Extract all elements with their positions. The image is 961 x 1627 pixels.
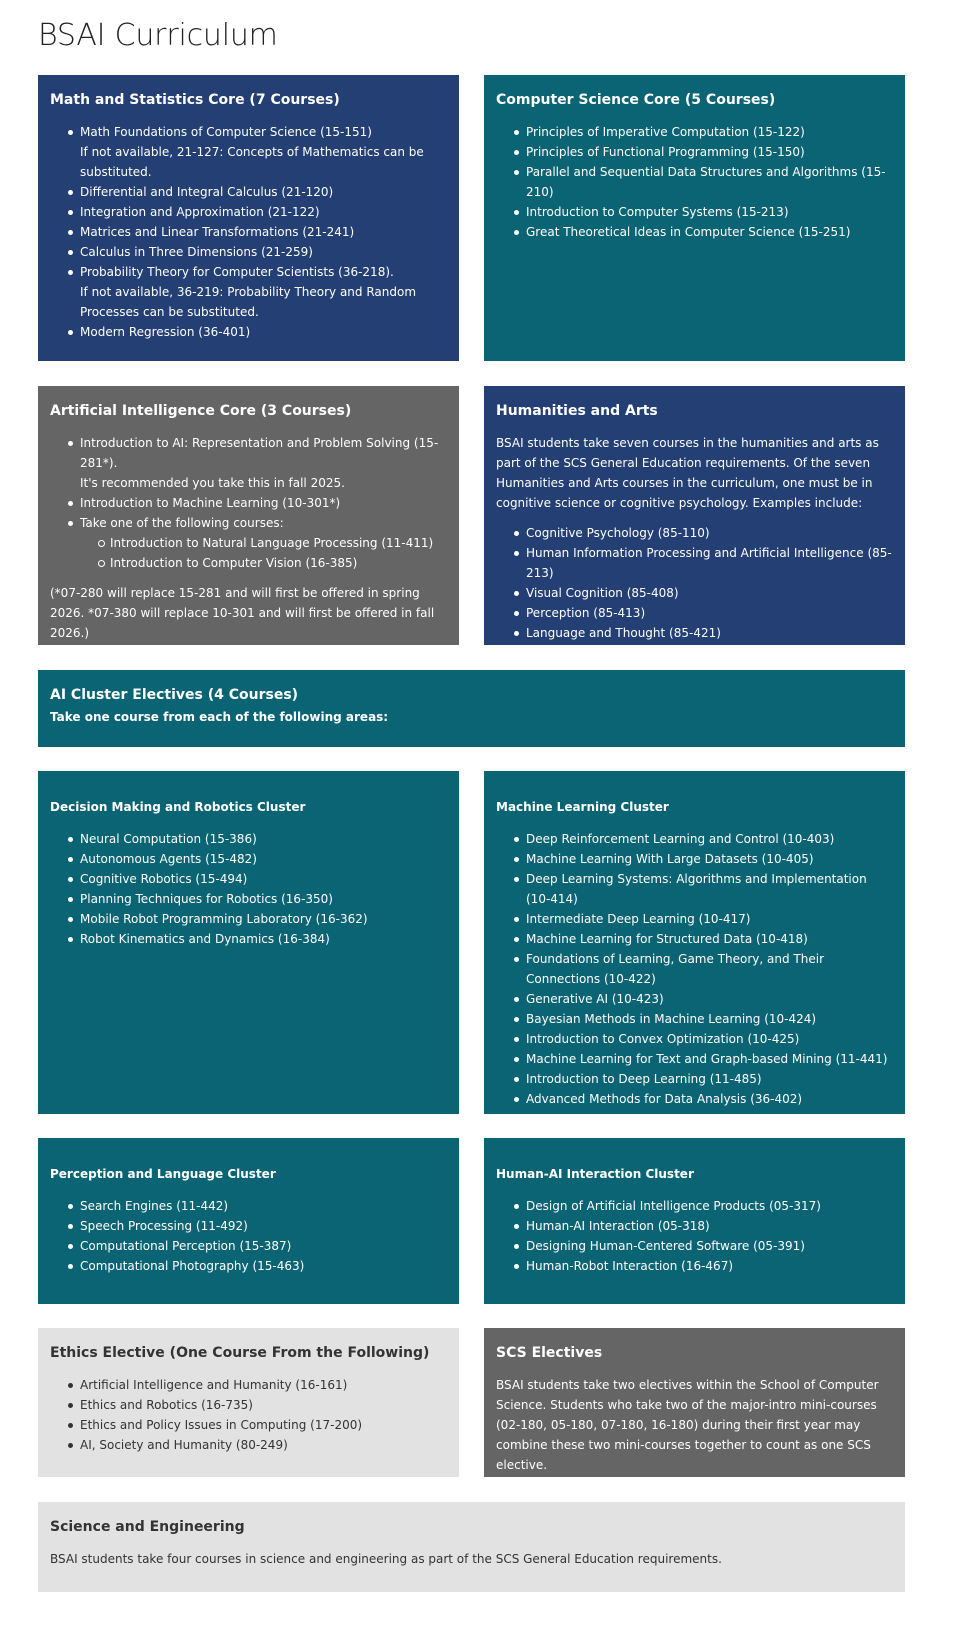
humanities-heading: Humanities and Arts — [496, 403, 658, 419]
hai-cluster-list — [496, 1196, 893, 1276]
machine-learning-cluster-card — [484, 771, 905, 1114]
decision-robotics-cluster-card — [38, 771, 459, 1114]
ai-core-footnote: (*07-280 will replace 15-281 and will first be offered in spring 2026. *07-380 will replace 10-301 and will first be offered in fall 2026.) — [50, 586, 435, 640]
ai-core-card — [38, 386, 459, 645]
list-item: Principles of Functional Programming (15-150) — [496, 142, 893, 162]
ml-cluster-heading: Machine Learning Cluster — [496, 800, 669, 814]
list-item: Great Theoretical Ideas in Computer Science (15-251) — [496, 222, 893, 242]
list-item: Human-AI Interaction (05-318) — [496, 1216, 893, 1236]
list-item: Differential and Integral Calculus (21-120) — [50, 182, 447, 202]
list-item-label: Take one of the following courses: — [80, 516, 284, 530]
list-item: Modern Regression (36-401) — [50, 322, 447, 342]
list-item: Machine Learning for Text and Graph-based Mining (11-441) — [496, 1049, 893, 1069]
humanities-intro: BSAI students take seven courses in the humanities and arts as part of the SCS General Education requirements. Of the seven Humanities and Arts courses in the curriculum, one must be in cognitive science or cognitive psychology. Examples include: — [496, 436, 879, 510]
decision-cluster-list — [50, 829, 447, 949]
list-item: Human Information Processing and Artificial Intelligence (85-213) — [496, 543, 893, 583]
ethics-list — [50, 1375, 447, 1455]
list-item: Perception (85-413) — [496, 603, 893, 623]
ml-cluster-list — [496, 829, 893, 1109]
list-item: Human-Robot Interaction (16-467) — [496, 1256, 893, 1276]
list-item-note: If not available, 36-219: Probability Theory and Random Processes can be substituted. — [80, 285, 417, 319]
list-item-label: Probability Theory for Computer Scientists (36-218). — [80, 265, 394, 279]
list-item: Ethics and Policy Issues in Computing (17-200) — [50, 1415, 447, 1435]
list-item — [50, 513, 447, 573]
list-item-note: It's recommended you take this in fall 2025. — [80, 476, 345, 490]
scs-electives-card — [484, 1328, 905, 1477]
math-statistics-core-card — [38, 75, 459, 361]
ai-elective-options — [80, 533, 447, 573]
list-item-label: Math Foundations of Computer Science (15-151) — [80, 125, 372, 139]
list-item: Generative AI (10-423) — [496, 989, 893, 1009]
list-item: Introduction to Convex Optimization (10-425) — [496, 1029, 893, 1049]
cs-core-heading: Computer Science Core (5 Courses) — [496, 92, 776, 108]
scs-description: BSAI students take two electives within the School of Computer Science. Students who take two of the major-intro mini-courses (02-180, 05-180, 07-180, 16-180) during their first year may combine these two mini-courses together to count as one SCS elective. — [496, 1378, 879, 1472]
list-item: Language and Thought (85-421) — [496, 623, 893, 643]
list-item: Ethics and Robotics (16-735) — [50, 1395, 447, 1415]
list-item: Principles of Imperative Computation (15-122) — [496, 122, 893, 142]
cluster-electives-heading: AI Cluster Electives (4 Courses) — [50, 687, 299, 703]
hai-cluster-heading: Human-AI Interaction Cluster — [496, 1167, 694, 1181]
list-item: Bayesian Methods in Machine Learning (10-424) — [496, 1009, 893, 1029]
list-item: Machine Learning for Structured Data (10-418) — [496, 929, 893, 949]
list-item: Deep Reinforcement Learning and Control (10-403) — [496, 829, 893, 849]
list-item: Planning Techniques for Robotics (16-350) — [50, 889, 447, 909]
list-item-label: Introduction to AI: Representation and Problem Solving (15-281*). — [80, 436, 439, 470]
human-ai-interaction-cluster-card — [484, 1138, 905, 1304]
cluster-electives-subheading: Take one course from each of the following areas: — [50, 710, 389, 724]
list-item: Integration and Approximation (21-122) — [50, 202, 447, 222]
perception-cluster-list — [50, 1196, 447, 1276]
list-item: Neural Computation (15-386) — [50, 829, 447, 849]
sub-list-item: Introduction to Natural Language Processing (11-411) — [80, 533, 447, 553]
science-description: BSAI students take four courses in science and engineering as part of the SCS General Education requirements. — [50, 1552, 722, 1566]
list-item: Parallel and Sequential Data Structures and Algorithms (15-210) — [496, 162, 893, 202]
list-item: Introduction to Machine Learning (10-301*) — [50, 493, 447, 513]
list-item: Autonomous Agents (15-482) — [50, 849, 447, 869]
list-item: Computational Photography (15-463) — [50, 1256, 447, 1276]
computer-science-core-card — [484, 75, 905, 361]
list-item: Robot Kinematics and Dynamics (16-384) — [50, 929, 447, 949]
list-item: Speech Processing (11-492) — [50, 1216, 447, 1236]
list-item: AI, Society and Humanity (80-249) — [50, 1435, 447, 1455]
page-title: BSAI Curriculum — [38, 18, 278, 53]
list-item: Design of Artificial Intelligence Products (05-317) — [496, 1196, 893, 1216]
list-item: Matrices and Linear Transformations (21-241) — [50, 222, 447, 242]
ai-core-heading: Artificial Intelligence Core (3 Courses) — [50, 403, 352, 419]
list-item: Introduction to Deep Learning (11-485) — [496, 1069, 893, 1089]
list-item: Advanced Methods for Data Analysis (36-402) — [496, 1089, 893, 1109]
list-item: Cognitive Robotics (15-494) — [50, 869, 447, 889]
list-item: Intermediate Deep Learning (10-417) — [496, 909, 893, 929]
perception-language-cluster-card — [38, 1138, 459, 1304]
ai-cluster-electives-banner — [38, 670, 905, 747]
list-item-note: If not available, 21-127: Concepts of Mathematics can be substituted. — [80, 145, 424, 179]
list-item: Calculus in Three Dimensions (21-259) — [50, 242, 447, 262]
humanities-list — [496, 523, 893, 643]
math-core-list — [50, 122, 447, 342]
list-item: Introduction to Computer Systems (15-213) — [496, 202, 893, 222]
perception-cluster-heading: Perception and Language Cluster — [50, 1167, 276, 1181]
list-item — [50, 433, 447, 493]
list-item: Mobile Robot Programming Laboratory (16-362) — [50, 909, 447, 929]
ethics-elective-card — [38, 1328, 459, 1477]
math-core-heading: Math and Statistics Core (7 Courses) — [50, 92, 340, 108]
ethics-heading: Ethics Elective (One Course From the Following) — [50, 1345, 430, 1361]
humanities-arts-card — [484, 386, 905, 645]
list-item: Designing Human-Centered Software (05-391) — [496, 1236, 893, 1256]
list-item — [50, 262, 447, 322]
list-item: Visual Cognition (85-408) — [496, 583, 893, 603]
list-item: Deep Learning Systems: Algorithms and Implementation (10-414) — [496, 869, 893, 909]
sub-list-item: Introduction to Computer Vision (16-385) — [80, 553, 447, 573]
list-item: Cognitive Psychology (85-110) — [496, 523, 893, 543]
scs-heading: SCS Electives — [496, 1345, 603, 1361]
science-engineering-card — [38, 1502, 905, 1592]
ai-core-list — [50, 433, 447, 573]
list-item: Search Engines (11-442) — [50, 1196, 447, 1216]
cs-core-list — [496, 122, 893, 242]
science-heading: Science and Engineering — [50, 1519, 245, 1535]
decision-cluster-heading: Decision Making and Robotics Cluster — [50, 800, 306, 814]
list-item: Foundations of Learning, Game Theory, and Their Connections (10-422) — [496, 949, 893, 989]
list-item: Machine Learning With Large Datasets (10-405) — [496, 849, 893, 869]
list-item: Computational Perception (15-387) — [50, 1236, 447, 1256]
list-item: Artificial Intelligence and Humanity (16-161) — [50, 1375, 447, 1395]
list-item — [50, 122, 447, 182]
